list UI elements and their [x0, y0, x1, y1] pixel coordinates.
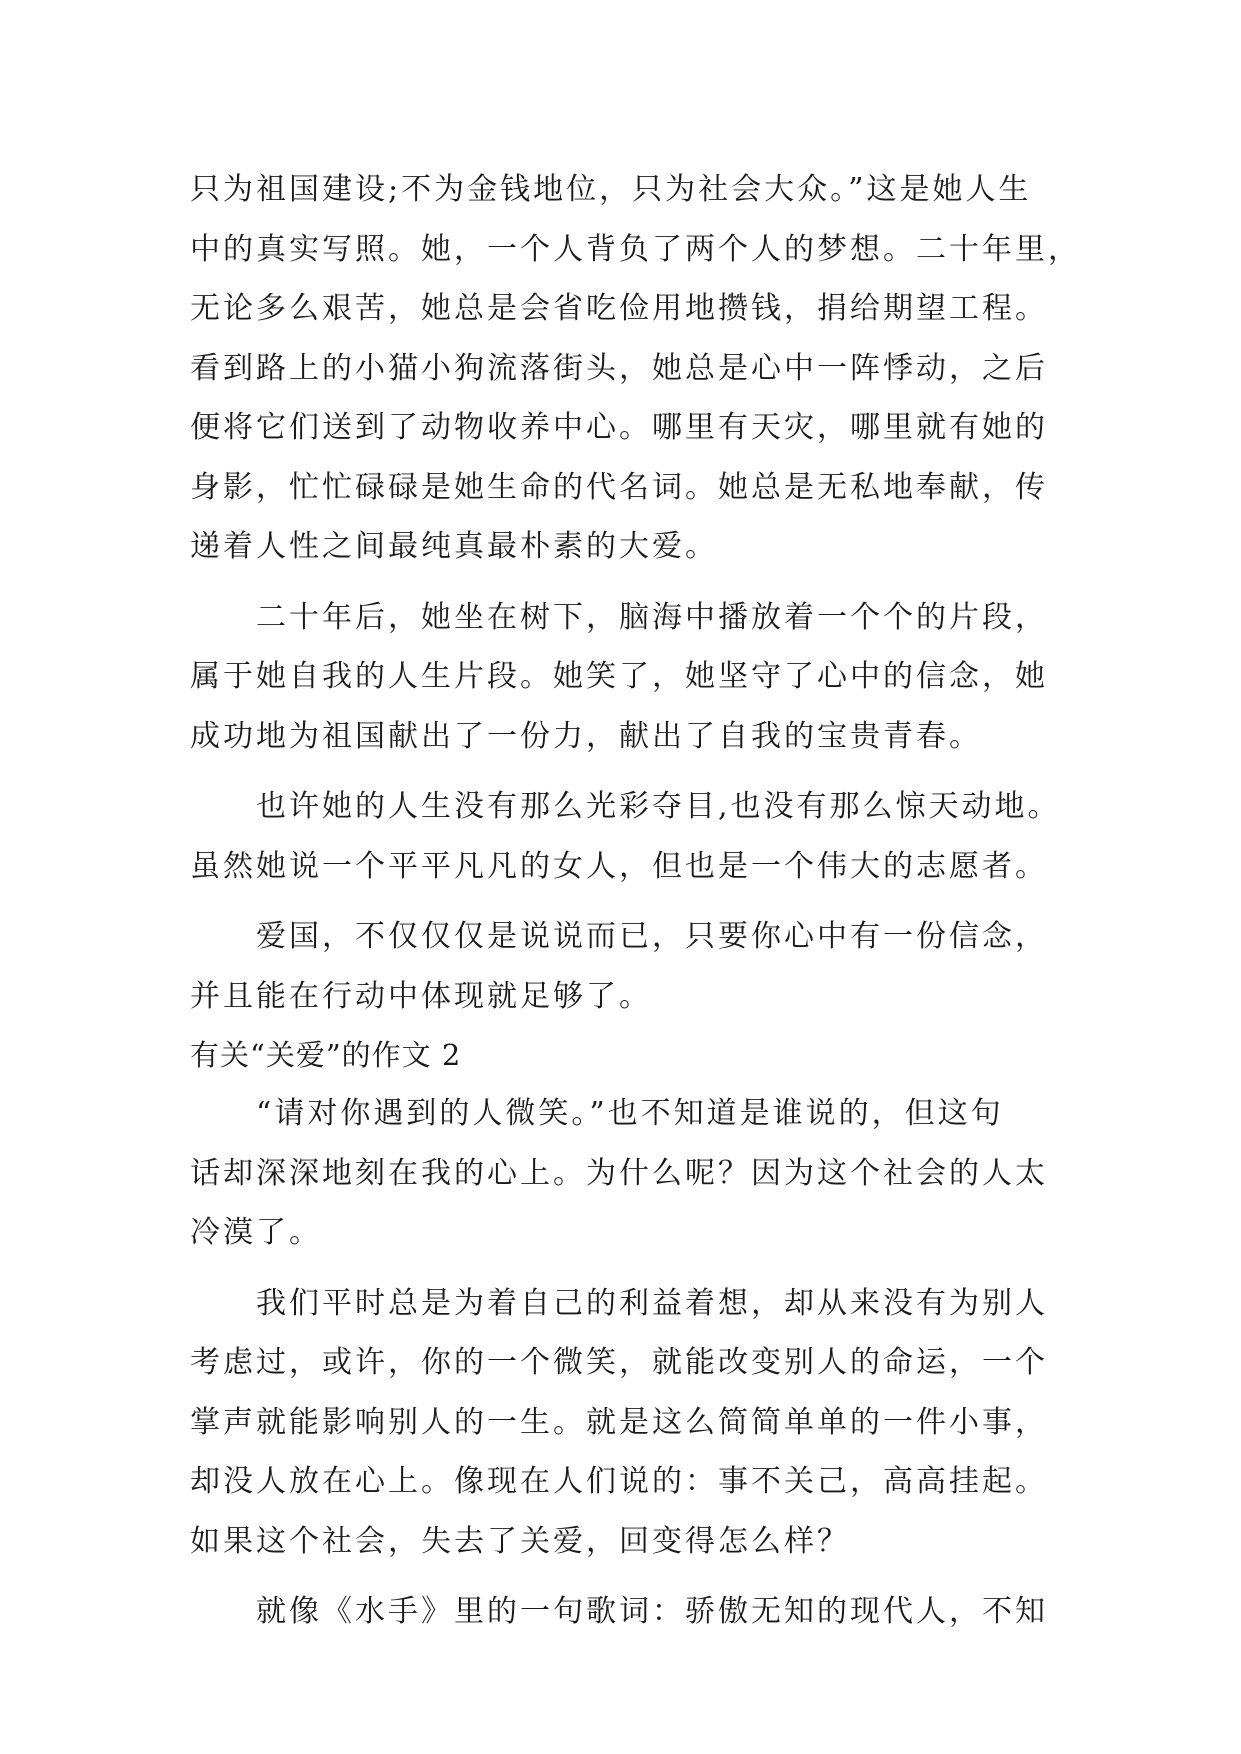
- text-line: 中的真实写照。她，一个人背负了两个人的梦想。二十年里，: [190, 231, 1081, 267]
- text-line: 递着人性之间最纯真最朴素的大爱。: [190, 529, 718, 564]
- text-line: 掌声就能影响别人的一生。就是这么简简单单的一件小事，: [190, 1404, 1048, 1440]
- section-heading: 有关“关爱”的作文 2: [190, 1038, 462, 1072]
- text-line: 冷漠了。: [190, 1215, 322, 1250]
- text-line: 无论多么艰苦，她总是会省吃俭用地攒钱，捐给期望工程。: [190, 291, 1048, 326]
- text-line: 如果这个社会，失去了关爱，回变得怎么样？: [190, 1523, 850, 1559]
- text-line: 爱国，不仅仅仅是说说而已，只要你心中有一份信念，: [256, 919, 1048, 954]
- text-line: 话却深深地刻在我的心上。为什么呢？因为这个社会的人太: [190, 1155, 1048, 1191]
- text-line: 也许她的人生没有那么光彩夺目,也没有那么惊天动地。: [256, 789, 1061, 824]
- text-line: 却没人放在心上。像现在人们说的：事不关己，高高挂起。: [190, 1464, 1048, 1499]
- text-line: 虽然她说一个平平凡凡的女人，但也是一个伟大的志愿者。: [190, 848, 1048, 884]
- text-line: 就像《水手》里的一句歌词：骄傲无知的现代人，不知: [256, 1594, 1048, 1629]
- text-line: 属于她自我的人生片段。她笑了，她坚守了心中的信念，她: [190, 659, 1048, 694]
- essay-body: [190, 160, 1081, 1642]
- text-line: 便将它们送到了动物收养中心。哪里有天灾，哪里就有她的: [190, 410, 1048, 445]
- text-line: 只为祖国建设;不为金钱地位，只为社会大众。”这是她人生: [190, 172, 1032, 207]
- text-line: 考虑过，或许，你的一个微笑，就能改变别人的命运，一个: [190, 1345, 1048, 1380]
- text-line: 看到路上的小猫小狗流落街头，她总是心中一阵悸动，之后: [190, 350, 1048, 386]
- text-line: 我们平时总是为着自己的利益着想，却从来没有为别人: [256, 1285, 1048, 1321]
- text-line: “请对你遇到的人微笑。”也不知道是谁说的，但这句: [256, 1096, 1004, 1131]
- text-line: 并且能在行动中体现就足够了。: [190, 978, 652, 1014]
- text-line: 二十年后，她坐在树下，脑海中播放着一个个的片段，: [256, 599, 1048, 635]
- text-line: 成功地为祖国献出了一份力，献出了自我的宝贵青春。: [190, 718, 982, 754]
- text-line: 身影，忙忙碌碌是她生命的代名词。她总是无私地奉献，传: [190, 469, 1048, 505]
